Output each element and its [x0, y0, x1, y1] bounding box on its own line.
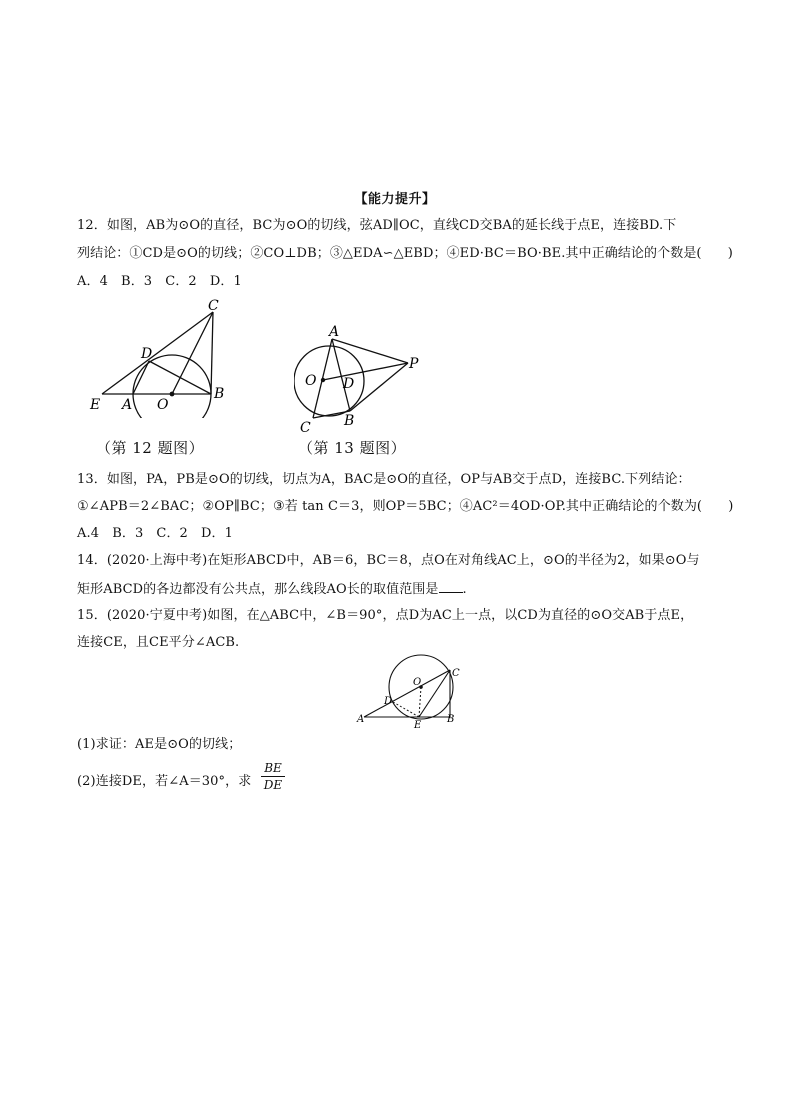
q13-line-2: ①∠APB＝2∠BAC；②OP∥BC；③若 tan C＝3，则OP＝5BC；④AC²＝4OD·OP.其中正确结论的个数为( ) [77, 499, 734, 514]
fig15-label-A: A [357, 714, 365, 725]
fig15-label-D: D [384, 696, 393, 707]
q15-fraction [261, 760, 285, 793]
fig15-label-E: E [414, 720, 422, 731]
fig12-label-B: B [214, 386, 225, 402]
fig12-label-D: D [141, 346, 153, 362]
fig12-circle [133, 355, 211, 418]
q14-line-2 [77, 578, 467, 600]
fig13-line-BP [350, 363, 408, 411]
fig12-center-dot [170, 392, 175, 397]
q13-line-1: 13．如图，PA，PB是⊙O的切线，切点为A，BAC是⊙O的直径，OP与AB交于点D，连接BC.下列结论： [77, 472, 691, 487]
q15-fraction-denominator: DE [263, 778, 283, 792]
fig15-line-CE [419, 670, 450, 717]
fig15-label-O: O [413, 677, 422, 688]
fig13-line-OP [323, 363, 408, 380]
fig12-line-BC [211, 312, 213, 394]
fig12-label-A: A [122, 397, 133, 413]
fig13-label-P: P [409, 356, 419, 372]
q14-line-2-text: 矩形ABCD的各边都没有公共点，那么线段AO长的取值范围是 [77, 582, 439, 597]
fig13-label-B: B [344, 413, 355, 429]
q14-line-1: 14．(2020·上海中考)在矩形ABCD中，AB＝6，BC＝8，点O在对角线AC上，⊙O的半径为2，如果⊙O与 [77, 553, 700, 568]
fig12-label-E: E [90, 397, 101, 413]
figure-12-caption: （第 12 题图） [96, 439, 205, 457]
q15-part-1: (1)求证：AE是⊙O的切线； [77, 737, 242, 752]
q15-fraction-numerator: BE [261, 760, 285, 777]
fig13-center-dot [321, 378, 325, 382]
q12-line-1: 12．如图，AB为⊙O的直径，BC为⊙O的切线，弦AD∥OC，直线CD交BA的延长线于点E，连接BD.下 [77, 218, 677, 233]
fig13-label-O: O [305, 373, 317, 389]
section-heading: 【能力提升】 [354, 192, 436, 207]
fig15-label-B: B [447, 714, 455, 725]
fig13-label-A: A [329, 324, 340, 340]
q14-answer-blank [439, 578, 463, 593]
fig15-label-C: C [452, 668, 460, 679]
q15-line-2: 连接CE，且CE平分∠ACB. [77, 635, 240, 650]
q12-line-2: 列结论：①CD是⊙O的切线；②CO⊥DB；③△EDA∽△EBD；④ED·BC＝BO·BE.其中正确结论的个数是( ) [77, 246, 733, 261]
fig12-label-O: O [157, 397, 169, 413]
fig13-label-C: C [300, 420, 311, 436]
figure-13-caption: （第 13 题图） [298, 439, 407, 457]
q15-part-2: (2)连接DE，若∠A＝30°，求 [77, 774, 252, 789]
fig15-line-OE [419, 687, 421, 717]
q15-line-1: 15．(2020·宁夏中考)如图，在△ABC中，∠B＝90°，点D为AC上一点，以CD为直径的⊙O交AB于点E， [77, 608, 694, 623]
q14-line-2-end: . [462, 582, 467, 597]
fig12-line-OC [172, 312, 213, 394]
figure-12 [80, 298, 240, 418]
figure-15 [352, 654, 467, 732]
q12-options: A．4 B．3 C．2 D．1 [77, 274, 242, 289]
q13-options: A.4 B．3 C．2 D．1 [77, 526, 234, 541]
fig12-line-EC [102, 312, 213, 394]
fig13-label-D: D [343, 376, 355, 392]
fig13-line-AP [332, 339, 408, 363]
fig12-label-C: C [208, 298, 219, 314]
figure-13 [294, 322, 434, 438]
